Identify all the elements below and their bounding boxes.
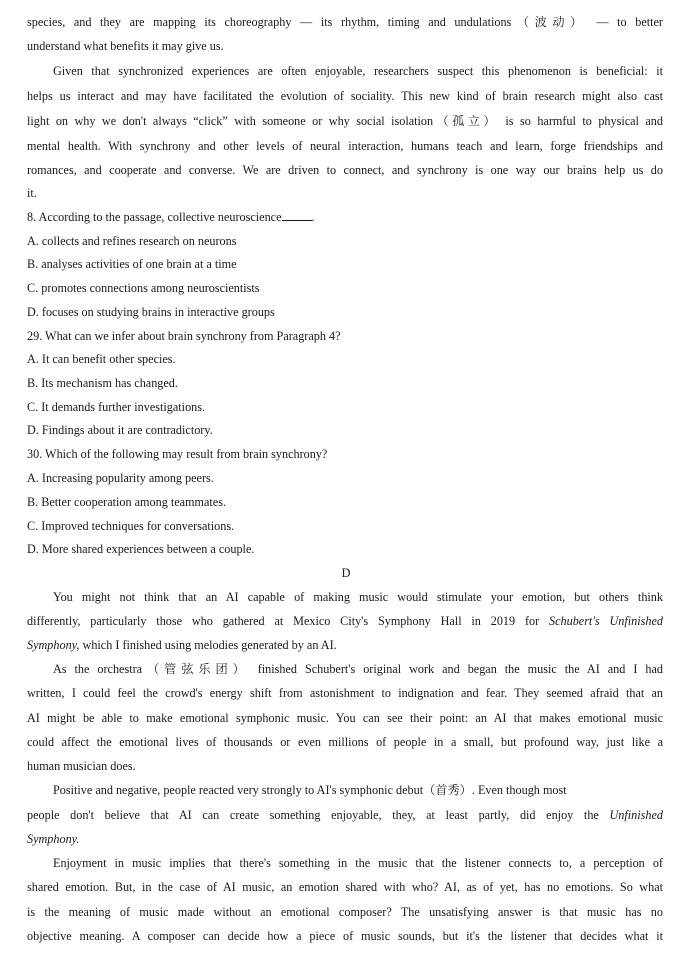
passage-line: shared emotion. But, in the case of AI music, an emotion shared with who? AI, as of yet, has no emotions. So what [27, 880, 663, 894]
passage-line: light on why we don't always “click” with someone or why social isolation（孤立） is so harmful to physical and [27, 114, 663, 128]
answer-option: B. Better cooperation among teammates. [27, 495, 226, 509]
answer-option: A. Increasing popularity among peers. [27, 471, 214, 485]
passage-line: understand what benefits it may give us. [27, 39, 224, 53]
work-title: Unfinished [609, 808, 663, 822]
passage-line [27, 613, 663, 629]
work-title: Schubert's Unfinished [549, 614, 663, 628]
question-stem-end: . [311, 210, 315, 224]
answer-option: D. Findings about it are contradictory. [27, 423, 213, 437]
answer-option: C. It demands further investigations. [27, 400, 206, 414]
answer-option: C. Improved techniques for conversations. [27, 519, 235, 533]
passage-line: helps us interact and may have facilitated the evolution of sociality. This new kind of brain research might also cast [27, 89, 663, 103]
passage-line: AI might be able to make emotional symphonic music. You can see their point: an AI that makes emotional music [27, 711, 663, 725]
answer-option: A. It can benefit other species. [27, 352, 176, 366]
passage-text: which I finished using melodies generated by an AI. [79, 638, 337, 652]
answer-option: B. analyses activities of one brain at a time [27, 257, 237, 271]
answer-option: C. promotes connections among neuroscientists [27, 281, 260, 295]
passage-line [27, 807, 663, 823]
passage-line: could affect the emotional lives of thousands or even millions of people in a small, but profound way, just like a [27, 735, 663, 749]
passage-line [27, 831, 663, 847]
answer-option: B. Its mechanism has changed. [27, 376, 178, 390]
question-stem: 30. Which of the following may result from brain synchrony? [27, 447, 328, 461]
passage-line: mental health. With synchrony and other levels of neural interaction, humans teach and learn, forge friendships and [27, 139, 663, 153]
passage-line: You might not think that an AI capable of making music would stimulate your emotion, but others think [53, 590, 663, 604]
passage-text: people don't believe that AI can create something enjoyable, they, at least partly, did enjoy the [27, 808, 610, 822]
passage-line: written, I could feel the crowd's energy shift from astonishment to indignation and fear. They seemed afraid that an [27, 686, 663, 700]
passage-line: As the orchestra（管弦乐团） finished Schubert's original work and began the music the AI and I had [53, 662, 663, 676]
passage-text: differently, particularly those who gathered at Mexico City's Symphony Hall in 2019 for [27, 614, 549, 628]
passage-line: human musician does. [27, 759, 136, 773]
passage-line: it. [27, 186, 37, 200]
passage-line: objective meaning. A composer can decide how a piece of music sounds, but it's the listener that decides what it [27, 929, 663, 943]
answer-blank [282, 210, 312, 221]
passage-line: Positive and negative, people reacted very strongly to AI's symphonic debut（首秀）. Even though most [53, 783, 567, 797]
question-stem [27, 209, 663, 225]
passage-line: Enjoyment in music implies that there's something in the music that the listener connects to, a perception of [53, 856, 663, 870]
question-stem: 29. What can we infer about brain synchrony from Paragraph 4? [27, 329, 341, 343]
question-stem-text: 8. According to the passage, collective neuroscience [27, 210, 282, 224]
section-heading: D [341, 566, 351, 580]
work-title: Symphony, [27, 638, 80, 652]
answer-option: D. More shared experiences between a couple. [27, 542, 255, 556]
answer-option: A. collects and refines research on neurons [27, 234, 237, 248]
passage-line: species, and they are mapping its choreography — its rhythm, timing and undulations（波动） — to better [27, 15, 663, 29]
passage-line: romances, and cooperate and converse. We are driven to connect, and synchrony is one way our brains help us do [27, 163, 663, 177]
passage-line: is the meaning of music made without an emotional composer? The unsatisfying answer is that music has no [27, 905, 663, 919]
passage-line: Given that synchronized experiences are often enjoyable, researchers suspect this phenomenon is beneficial: it [53, 64, 663, 78]
passage-line [27, 637, 663, 653]
work-title: Symphony. [27, 832, 80, 846]
answer-option: D. focuses on studying brains in interactive groups [27, 305, 275, 319]
